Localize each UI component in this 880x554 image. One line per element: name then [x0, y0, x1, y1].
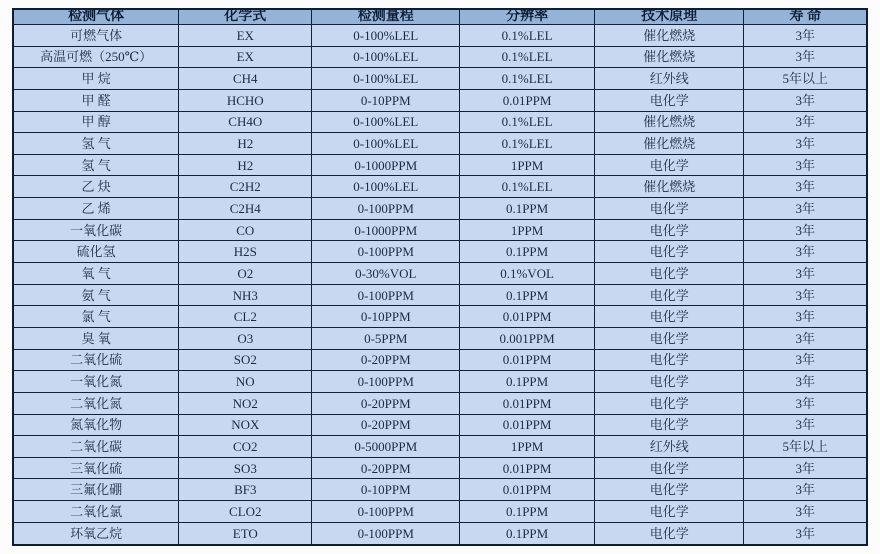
table-row [13, 349, 867, 371]
table-cell: 3年 [744, 371, 867, 393]
table-row [13, 371, 867, 393]
table-cell: 红外线 [595, 436, 744, 458]
table-cell: 氢 气 [13, 133, 179, 155]
table-row [13, 154, 867, 176]
table-cell: 0-100%LEL [312, 68, 460, 90]
table-cell: 高温可燃（250℃） [13, 46, 179, 68]
table-cell: 3年 [744, 89, 867, 111]
table-cell: 0.1%LEL [460, 25, 595, 47]
table-cell: 3年 [744, 306, 867, 328]
table-cell: 0-1000PPM [312, 154, 460, 176]
table-cell: 催化燃烧 [595, 133, 744, 155]
table-cell: HCHO [179, 89, 312, 111]
table-cell: NH3 [179, 284, 312, 306]
table-cell: 0-100%LEL [312, 133, 460, 155]
table-cell: 3年 [744, 263, 867, 285]
table-cell: 电化学 [595, 154, 744, 176]
table-cell: 1PPM [460, 154, 595, 176]
table-cell: C2H4 [179, 198, 312, 220]
table-cell: 0-20PPM [312, 349, 460, 371]
table-cell: 3年 [744, 25, 867, 47]
table-cell: 电化学 [595, 306, 744, 328]
table-cell: 3年 [744, 111, 867, 133]
table-cell: 乙 烯 [13, 198, 179, 220]
header-cell-0: 检测气体 [13, 9, 179, 25]
table-cell: 电化学 [595, 284, 744, 306]
table-cell: 电化学 [595, 501, 744, 523]
table-cell: 电化学 [595, 414, 744, 436]
table-cell: 5年以上 [744, 68, 867, 90]
table-cell: 0-100PPM [312, 198, 460, 220]
table-cell: 3年 [744, 219, 867, 241]
table-cell: 0.1%LEL [460, 68, 595, 90]
table-cell: 0.01PPM [460, 306, 595, 328]
table-cell: 二氧化氮 [13, 392, 179, 414]
table-cell: 0-100%LEL [312, 111, 460, 133]
table-cell: CH4O [179, 111, 312, 133]
table-cell: 氮氧化物 [13, 414, 179, 436]
table-row [13, 479, 867, 501]
table-cell: 0.1%LEL [460, 111, 595, 133]
table-cell: 甲 烷 [13, 68, 179, 90]
table-row [13, 89, 867, 111]
header-cell-2: 检测量程 [312, 9, 460, 25]
table-cell: 0.01PPM [460, 89, 595, 111]
table-cell: EX [179, 46, 312, 68]
table-cell: 3年 [744, 327, 867, 349]
table-cell: H2 [179, 133, 312, 155]
table-row [13, 436, 867, 458]
table-cell: 0-100%LEL [312, 176, 460, 198]
table-cell: CL2 [179, 306, 312, 328]
table-cell: 0.1%LEL [460, 46, 595, 68]
header-cell-3: 分辨率 [460, 9, 595, 25]
table-cell: 0.01PPM [460, 349, 595, 371]
table-row [13, 133, 867, 155]
table-cell: SO2 [179, 349, 312, 371]
table-cell: 0-100%LEL [312, 25, 460, 47]
table-cell: 氢 气 [13, 154, 179, 176]
table-cell: 电化学 [595, 241, 744, 263]
table-cell: SO3 [179, 457, 312, 479]
table-cell: 0-20PPM [312, 414, 460, 436]
table-cell: 0-100PPM [312, 241, 460, 263]
table-cell: C2H2 [179, 176, 312, 198]
table-cell: 催化燃烧 [595, 111, 744, 133]
table-cell: 0.1%VOL [460, 263, 595, 285]
table-cell: 3年 [744, 457, 867, 479]
table-cell: 0-20PPM [312, 392, 460, 414]
table-cell: 0.1%LEL [460, 133, 595, 155]
table-cell: 3年 [744, 241, 867, 263]
header-cell-4: 技术原理 [595, 9, 744, 25]
table-cell: 乙 炔 [13, 176, 179, 198]
table-cell: 3年 [744, 501, 867, 523]
table-row [13, 457, 867, 479]
table-cell: 0-1000PPM [312, 219, 460, 241]
table-cell: 氯 气 [13, 306, 179, 328]
table-cell: 催化燃烧 [595, 25, 744, 47]
table-header [13, 9, 867, 25]
table-cell: 1PPM [460, 219, 595, 241]
table-cell: 5年以上 [744, 436, 867, 458]
table-body [13, 25, 867, 546]
table-cell: 三氟化硼 [13, 479, 179, 501]
table-cell: 0.001PPM [460, 327, 595, 349]
table-cell: 3年 [744, 198, 867, 220]
table-row [13, 176, 867, 198]
table-cell: 电化学 [595, 392, 744, 414]
table-cell: CO2 [179, 436, 312, 458]
table-cell: 环氧乙烷 [13, 522, 179, 545]
table-row [13, 392, 867, 414]
table-cell: 电化学 [595, 522, 744, 545]
table-cell: 二氧化硫 [13, 349, 179, 371]
table-cell: 3年 [744, 284, 867, 306]
table-cell: 甲 醛 [13, 89, 179, 111]
table-cell: CLO2 [179, 501, 312, 523]
table-cell: CH4 [179, 68, 312, 90]
table-cell: 3年 [744, 349, 867, 371]
table-cell: 0.1PPM [460, 501, 595, 523]
table-row [13, 501, 867, 523]
table-cell: 0-100PPM [312, 371, 460, 393]
table-cell: 电化学 [595, 198, 744, 220]
table-cell: 硫化氢 [13, 241, 179, 263]
table-cell: 电化学 [595, 327, 744, 349]
table-cell: 0.1PPM [460, 522, 595, 545]
table-cell: 3年 [744, 133, 867, 155]
table-row [13, 414, 867, 436]
table-row [13, 241, 867, 263]
table-cell: NO2 [179, 392, 312, 414]
table-cell: 一氧化碳 [13, 219, 179, 241]
table-cell: 3年 [744, 46, 867, 68]
table-cell: 氧 气 [13, 263, 179, 285]
table-cell: 0-5000PPM [312, 436, 460, 458]
table-cell: 电化学 [595, 263, 744, 285]
table-row [13, 198, 867, 220]
table-cell: 三氧化硫 [13, 457, 179, 479]
header-cell-5: 寿 命 [744, 9, 867, 25]
table-cell: BF3 [179, 479, 312, 501]
table-cell: 0.1PPM [460, 284, 595, 306]
table-cell: 0-30%VOL [312, 263, 460, 285]
table-cell: 电化学 [595, 219, 744, 241]
table-cell: 0.01PPM [460, 414, 595, 436]
table-row [13, 219, 867, 241]
table-cell: 0.1PPM [460, 371, 595, 393]
table-row [13, 263, 867, 285]
table-cell: 3年 [744, 154, 867, 176]
header-row [13, 9, 867, 25]
table-cell: 3年 [744, 176, 867, 198]
table-cell: 3年 [744, 392, 867, 414]
table-cell: 电化学 [595, 89, 744, 111]
table-cell: 二氧化氯 [13, 501, 179, 523]
table-cell: 臭 氧 [13, 327, 179, 349]
table-row [13, 327, 867, 349]
table-cell: 0.1PPM [460, 241, 595, 263]
table-cell: 0.1%LEL [460, 176, 595, 198]
table-cell: 0-100PPM [312, 284, 460, 306]
table-cell: 催化燃烧 [595, 176, 744, 198]
table-cell: 一氧化氮 [13, 371, 179, 393]
table-cell: NOX [179, 414, 312, 436]
table-cell: 电化学 [595, 349, 744, 371]
table-cell: 0-10PPM [312, 306, 460, 328]
table-row [13, 46, 867, 68]
table-cell: 0-10PPM [312, 89, 460, 111]
table-cell: ETO [179, 522, 312, 545]
table-cell: H2S [179, 241, 312, 263]
table-cell: 催化燃烧 [595, 46, 744, 68]
table-cell: 0-5PPM [312, 327, 460, 349]
table-cell: 0-10PPM [312, 479, 460, 501]
table-row [13, 522, 867, 545]
table-cell: 红外线 [595, 68, 744, 90]
table-cell: 电化学 [595, 371, 744, 393]
table-cell: 电化学 [595, 457, 744, 479]
gas-sensor-spec-table [12, 8, 868, 546]
table-cell: 二氧化碳 [13, 436, 179, 458]
table-cell: 0-20PPM [312, 457, 460, 479]
table-cell: 0.01PPM [460, 457, 595, 479]
table-cell: 0-100PPM [312, 501, 460, 523]
table-cell: H2 [179, 154, 312, 176]
table-cell: 1PPM [460, 436, 595, 458]
table-cell: EX [179, 25, 312, 47]
table-cell: 电化学 [595, 479, 744, 501]
table-cell: 3年 [744, 522, 867, 545]
table-cell: 3年 [744, 479, 867, 501]
table-cell: 0.01PPM [460, 479, 595, 501]
table-cell: 0-100%LEL [312, 46, 460, 68]
table-row [13, 25, 867, 47]
table-cell: 可燃气体 [13, 25, 179, 47]
table-row [13, 68, 867, 90]
table-cell: 0.1PPM [460, 198, 595, 220]
table-cell: CO [179, 219, 312, 241]
table-cell: O2 [179, 263, 312, 285]
table-cell: O3 [179, 327, 312, 349]
table-cell: 0-100PPM [312, 522, 460, 545]
table-cell: 0.01PPM [460, 392, 595, 414]
table-row [13, 111, 867, 133]
table-row [13, 306, 867, 328]
table-cell: 氨 气 [13, 284, 179, 306]
table-cell: NO [179, 371, 312, 393]
table-row [13, 284, 867, 306]
table-cell: 甲 醇 [13, 111, 179, 133]
table-cell: 3年 [744, 414, 867, 436]
header-cell-1: 化学式 [179, 9, 312, 25]
